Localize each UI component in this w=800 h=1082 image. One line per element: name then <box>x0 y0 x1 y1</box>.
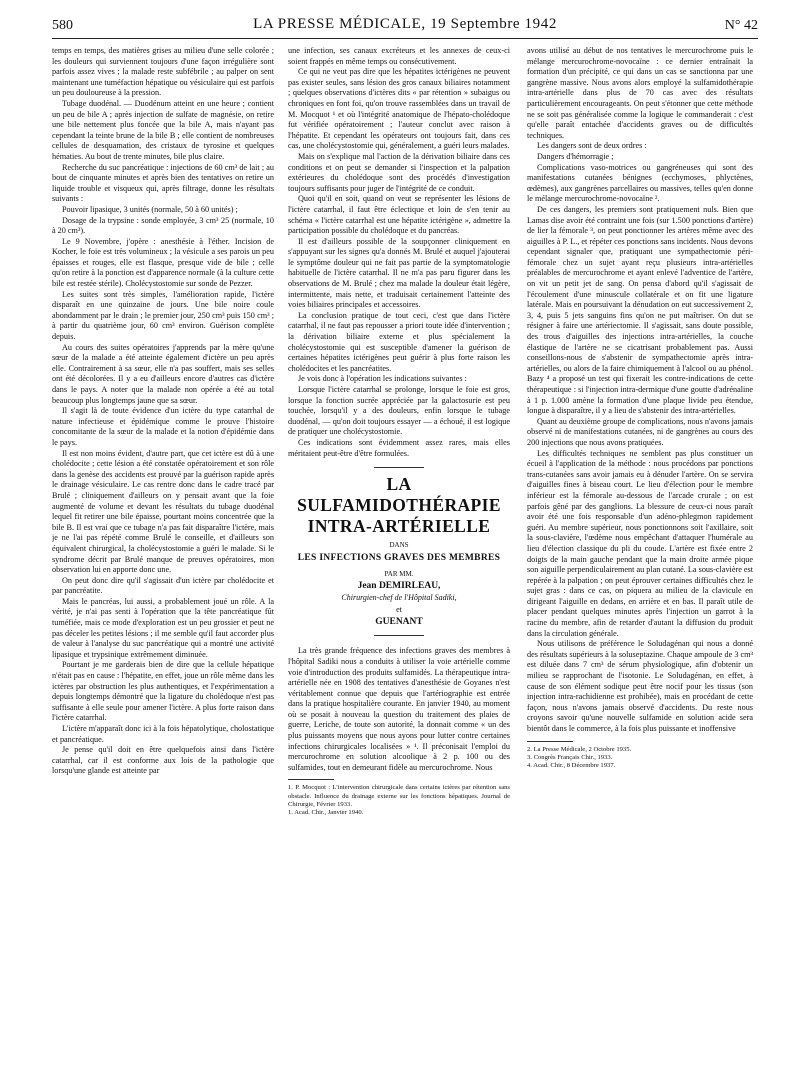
article-heading <box>288 467 510 636</box>
footnote: 4. Acad. Chir., 8 Décembre 1937. <box>527 762 616 769</box>
article-subtitle: LES INFECTIONS GRAVES DES MEMBRES <box>297 552 501 563</box>
footnote: 1. Acad. Chir., Janvier 1940. <box>288 809 364 817</box>
divider <box>374 635 424 636</box>
paragraph: avons utilisé au début de nos tentatives le mercurochrome puis le mélange mercurochrome-novocaïne : ce dernier entraînait la formation d'un précipité, ce qui dans un cas se sanctionna par une gangrène massive. Nous avons alors employé la sulfamidothérapie intra-artérielle dans plus de 70 cas avec des résultats particulièrement encourageants. On peut s'étonner que cette méthode ne se soit pas généralisée comme la logique le commanderait : c'est qu'elle paraît entachée d'accidents graves ou de difficultés techniques. <box>527 46 753 140</box>
article-dans: DANS <box>389 541 409 550</box>
page-header <box>52 14 758 39</box>
paragraph: Nous utilisons de préférence le Soludagénan qui nous a donné des résultats supérieurs à la soluseptazine. Chaque ampoule de 3 cm³ est diluée dans 7 cm³ de sérum physiologique, afin d'obtenir un milieu se rapprochant de l'isotonie. Le Soludagénan, en effet, à cause de son élément sodique peut être nocif pour les tissus (son injection intra-rachidienne est prohibée), mais en procédant de cette façon, nous n'avons jamais observé d'accidents. Du reste nous croyons savoir qu'une nouvelle sulfamide en solution acide sera bientôt dans le commerce, à la fois plus puissante et inoffensive <box>527 639 753 733</box>
paragraph: Pourtant je me garderais bien de dire que la cellule hépatique n'était pas en cause : l'hépatite, en effet, joue un rôle même dans les ictères par obstruction les plus authentiques, et l'expérimentation a depuis longtemps démontré que la ligature du cholédoque n'est pas suffisante à elle seule pour amener l'ictère. A plus forte raison dans l'ictère catarrhal. <box>52 660 274 723</box>
paragraph: Mais on s'explique mal l'action de la dérivation biliaire dans ces conditions et on peut se demander si l'inspection et la palpation extérieures du cholédoque sont des procédés d'investigation toujours suffisants pour juger de l'intégrité de ce conduit. <box>288 151 510 193</box>
paragraph: Ce qui ne veut pas dire que les hépatites ictérigènes ne peuvent pas exister seules, sans lésion des gros canaux biliaires notamment ; quelques observations d'ictères dits « par rétention » subaigus ou chroniques en font foi, qu'on trouve rassemblées dans un travail de M. Mocquot ¹ et où l'intégrité anatomique de l'hépato-cholédoque fut vérifiée opératoirement ; l'auteur conclut avec raison à l'hépatite. Et cependant les opérateurs ont toujours fait, dans ces cas, une cholécystostomie qui, généralement, a guéri leurs malades. <box>288 67 510 151</box>
paragraph: Je vois donc à l'opération les indications suivantes : <box>298 374 467 384</box>
paragraph: temps en temps, des matières grises au milieu d'une selle colorée ; les douleurs qui surviennent toujours d'une façon irrégulière sont parfois assez vives ; la malade reste subfébrile ; au palper on sent maintenant une tuméfaction hépatique ou vésiculaire qui est parfois un peu douloureuse à la pression. <box>52 46 274 98</box>
author-1-role: Chirurgien-chef de l'Hôpital Sadiki, <box>341 592 457 602</box>
paragraph: une infection, ses canaux excréteurs et les annexes de ceux-ci soient frappés en même temps ou consécutivement. <box>288 46 510 66</box>
paragraph: Lorsque l'ictère catarrhal se prolonge, lorsque le foie est gros, lorsque la fonction sucrée appréciée par la galactosurie est peu touchée, lorsqu'il y a des douleurs, enfin lorsque le tubage duodénal, — qu'on doit toujours essayer — a échoué, il est logique de pratiquer une cholécystostomie. <box>288 385 510 437</box>
paragraph: Tubage duodénal. — Duodénum atteint en une heure ; contient un peu de bile A ; après injection de sulfate de magnésie, on retire une bile nettement plus foncée que la bile A, mais n'ayant pas cependant la teinte brune de la bile B ; elle contient de nombreuses cellules de desquamation, des cristaux de tyrosine et quelques hématies. Au bout de trente minutes, bile plus claire. <box>52 98 274 161</box>
article-par: PAR MM. <box>384 570 414 579</box>
paragraph: Dangers d'hémorragie ; <box>537 151 614 161</box>
paragraph: Pouvoir lipasique, 3 unités (normale, 50 à 60 unités) ; <box>62 204 238 214</box>
paragraph: Les difficultés techniques ne semblent pas plus constituer un écueil à l'application de la méthode : nous procédons par ponctions trans-cutanées sans avoir jamais eu à dénuder l'artère. On se servira d'aiguilles fines à biseau court. Le lieu d'élection pour le membre inférieur est la fémorale au-dessous de l'arcade crurale ; on est parfois gêné par des ganglions. La blessure de ceux-ci nous paraît avoir été une fois responsable d'un adéno-phlegmon rapidement guéri. Au membre supérieur, nous ponctionnons soit l'axillaire, soit la sous-clavière, l'œdème nous empêchant d'attaquer l'humérale au lieu d'élection classique du pli du coude. L'artère est fixée entre 2 doigts de la main gauche pendant que la main droite armée pique son aiguille perpendiculairement au plan cutané. La sous-clavière est repérée à la palpation ; on peut éprouver certaines difficultés chez le sujet gras : dans ce cas, on piquera au milieu de la clavicule en dirigeant l'aiguille en dedans, en arrière et en bas. Il paraît utile de placer pendant quelques minutes après l'injection un garrot à la racine du membre, afin de retarder d'autant la diffusion du produit dans la circulation générale. <box>527 448 753 638</box>
author-1: Jean DEMIRLEAU, <box>357 580 441 591</box>
paragraph: Quoi qu'il en soit, quand on veut se représenter les lésions de l'ictère catarrhal, il faut être éclectique et loin de s'en tenir au schéma « l'ictère catarrhal est une hépatite ictérigène », admettre la participation possible du cholédoque et du pancréas. <box>288 194 510 236</box>
issue-number: N° 42 <box>724 18 758 33</box>
paragraph: Quant au deuxième groupe de complications, nous n'avons jamais observé ni de manifestations cutanées, ni de gangrènes au cours des 200 injections que nous avons pratiquées. <box>527 416 753 447</box>
column-1 <box>52 46 274 1064</box>
footnote: 2. La Presse Médicale, 2 Octobre 1935. <box>527 745 632 753</box>
footnote-rule <box>288 779 334 780</box>
paragraph: Complications vaso-motrices ou gangréneuses qui sont des manifestations cutanées bénignes (ecchymoses, phlyctènes, œdèmes), aux gangrènes parcellaires ou massives, telles qu'en donne le mélange mercurochrome-novocaïne ². <box>527 162 753 204</box>
paragraph: Mais le pancréas, lui aussi, a probablement joué un rôle. A la vérité, je n'ai pas senti à l'opération que la tête pancréatique fût tuméfiée, mais ce mode d'exploration est un peu grossier et peut ne pas déceler les petites lésions ; il me semble qu'il faut accorder plus de valeur à l'analyse du suc pancréatique qui a montré une activité lipasique et trypsinique extrêmement diminuée. <box>52 596 274 659</box>
paragraph: L'ictère m'apparaît donc ici à la fois hépatolytique, cholostatique et pancréatique. <box>52 724 274 744</box>
divider <box>374 467 424 468</box>
footnote: 1. P. Mocquot : L'intervention chirurgicale dans certains ictères par rétention sans obstacle. Influence du drainage externe sur les fonctions hépatiques. Journal de Chirurgie, Février 1933. <box>288 784 510 808</box>
paragraph: Je pense qu'il doit en être quelquefois ainsi dans l'ictère catarrhal, car il est conforme aux lois de la pathologie que lorsqu'une glande est atteinte par <box>52 745 274 776</box>
paragraph: Il s'agit là de toute évidence d'un ictère du type catarrhal de nature infectieuse et épidémique comme le prouve l'histoire concomitante de la sœur de la malade et la notion d'épidémie dans le pays. <box>52 406 274 447</box>
footnote-rule <box>527 741 573 742</box>
column-2 <box>288 46 510 1064</box>
footnote: 3. Congrès Français Chir., 1933. <box>527 753 613 761</box>
paragraph: Dosage de la trypsine : sonde employée, 3 cm³ 25 (normale, 10 à 20 cm³). <box>52 215 274 236</box>
article-et: et <box>396 605 402 615</box>
paragraph: Les dangers sont de deux ordres : <box>537 141 647 151</box>
paragraph: Les suites sont très simples, l'amélioration rapide, l'ictère disparaît en une quinzaine de jours. Une bile noire coule abondamment par le drain ; le premier jour, 250 cm³ puis 150 cm³ ; à partir du quatrième jour, 60 cm³ environ. Guérison complète depuis. <box>52 289 274 342</box>
author-2: GUENANT <box>375 616 423 627</box>
paragraph: Il est d'ailleurs possible de la soupçonner cliniquement en s'appuyant sur les signes qu'a donnés M. Brulé et auquel j'ajouterai le symptôme douleur qui ne fait pas partie de la symptomatologie habituelle de l'ictère catarrhal. Il ne m'a pas paru figurer dans les observations de M. Brulé ; chez ma malade la douleur était légère, intermittente, mais nette, et traduisait certainement l'atteinte des voies biliaires principales et accessoires. <box>288 236 510 310</box>
paragraph: De ces dangers, les premiers sont pratiquement nuls. Bien que Lamas dise avoir été contraint une fois (sur 1.500 ponctions d'artère) de lier la fémorale ³, on peut ponctionner les artères même avec des aiguilles à P. L., et répéter ces ponctions sans incidents. Nous devons cependant signaler que, pratiquant une sympathectomie péri-fémorale chez un sujet ayant reçu plusieurs intra-artérielles préalables de mercurochrome et ayant enlevé l'adventice de l'artère, on vit un petit jet de sang. On pensa d'abord qu'il s'agissait de l'écoulement d'une minuscule collatérale et on fit une ligature latérale. Mais en poursuivant la dénudation on eut successivement 2, 3, 4, puis 5 jets sanguins fins qu'on ne put maîtriser. On dut se résigner à faire une artériectomie. Il s'agissait, sans doute possible, des trous d'aiguilles des injections intra-artérielles, la couche élastique de l'artère ne se cicatrisant probablement pas. Aussi conseillons-nous de s'abstenir de sympathectomie après intra-artérielles, ou alors de la faire chimiquement à l'alcool ou au phénol. Bazy ⁴ a proposé un test qui fixerait les contre-indications de cette thérapeutique : si l'injection intra-dermique d'une goutte d'adrénaline à 1 p. 1.000 amène la formation d'une plaque livide peu étendue, longue à disparaître, il y a lieu de s'abstenir des intra-artérielles. <box>527 204 753 416</box>
paragraph: La très grande fréquence des infections graves des membres à l'hôpital Sadiki nous a conduits à utiliser la voie artérielle comme voie d'introduction des produits sulfamidés. La thérapeutique intra-artérielle née en 1908 des tentatives d'anesthésie de Goyanes n'est véritablement connue que depuis que l'artériographie est entrée dans la pratique hospitalière courante. En janvier 1940, au moment où se posait à nouveau la question du traitement des plaies de guerre, Leriche, de toute son autorité, la donnait comme « un des plus puissants moyens que nous ayons pour lutter contre certaines infections chirurgicales localisées » ¹. Il préconisait l'emploi du mercurochrome en solution alcoolique à 2 p. 100 ou des sulfamides, tout en demeurant fidèle au mercurochrome. Nous <box>288 646 510 772</box>
paragraph: Le 9 Novembre, j'opère : anesthésie à l'éther. Incision de Kocher, le foie est très volumineux ; la vésicule a ses parois un peu épaisses et rouges, elle est flasque, presque vide de bile ; celle qu'on retire à la ponction est d'apparence normale (à la culture cette bile est restée stérile). Cholécystostomie sur sonde de Pezzer. <box>52 236 274 289</box>
article-title-line1: LA SULFAMIDOTHÉRAPIE <box>297 474 501 516</box>
paragraph: Recherche du suc pancréatique : injections de 60 cm³ de lait ; au bout de cinquante minutes et après bien des tentatives on retire un liquide trouble et visqueux qui, après filtrage, donne les résultats suivants : <box>52 162 274 204</box>
journal-title: LA PRESSE MÉDICALE, 19 Septembre 1942 <box>253 16 557 32</box>
article-title-line2: INTRA-ARTÉRIELLE <box>307 516 491 537</box>
paragraph: Il est non moins évident, d'autre part, que cet ictère est dû à une cholédocite ; cette lésion a été constatée opératoirement et son rôle dans la genèse des accidents est prouvé par la guérison rapide après le drainage vésiculaire. Le cas rentre donc dans le cadre tracé par Brulé ; cliniquement d'ailleurs on y pensait avant que la foie augmenté de volume et devant les résultats du tubage duodénal lequel fit retirer une bile épaisse, pourtant moins concentrée que la bile B. Il est vrai que ce tubage n'a pas fait disparaître l'ictère, mais je ne l'ai pas répété comme Brulé le conseille, et d'ailleurs son équivalent chirurgical, la cholécystostomie a guéri le malade. Si le syndrome décrit par Brulé manque de preuves opératoires, mon observation lui en apporte donc une. <box>52 448 274 575</box>
page-number: 580 <box>52 18 73 33</box>
paragraph: La conclusion pratique de tout ceci, c'est que dans l'ictère catarrhal, il ne faut pas repousser a priori toute idée d'intervention ; la dérivation biliaire externe et plus spécialement la cholécystostomie qui est susceptible d'amener la guérison de certaines hépatites ictérigènes peut guérir à plus forte raison les cholédocites et les pancréatites. <box>288 310 510 373</box>
column-3 <box>527 46 753 1064</box>
paragraph: On peut donc dire qu'il s'agissait d'un ictère par cholédocite et par pancréatite. <box>52 575 274 596</box>
paragraph: Ces indications sont évidemment assez rares, mais elles méritaient peut-être d'être formulées. <box>288 437 510 458</box>
paragraph: Au cours des suites opératoires j'apprends par la mère qu'une sœur de la malade a été atteinte également d'ictère un peu après elle. Contrairement à sa sœur, elle n'a pas souffert, mais ses selles ont été décolorées. Il y a eu d'ailleurs encore d'autres cas d'ictère dans le pays. A noter que la malade non opérée a été au total beaucoup plus longtemps jaune que sa sœur. <box>52 342 274 405</box>
